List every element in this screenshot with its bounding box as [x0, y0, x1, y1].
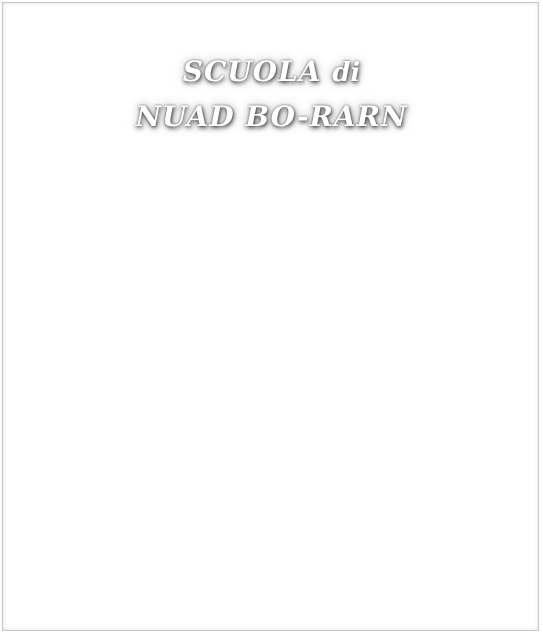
title-line-1 [0, 50, 543, 95]
page-title [0, 50, 543, 139]
title-line-2: NUAD BO-RARN [135, 100, 408, 133]
title-preposition: di [332, 58, 361, 88]
title-school-word: SCUOLA [182, 55, 322, 88]
